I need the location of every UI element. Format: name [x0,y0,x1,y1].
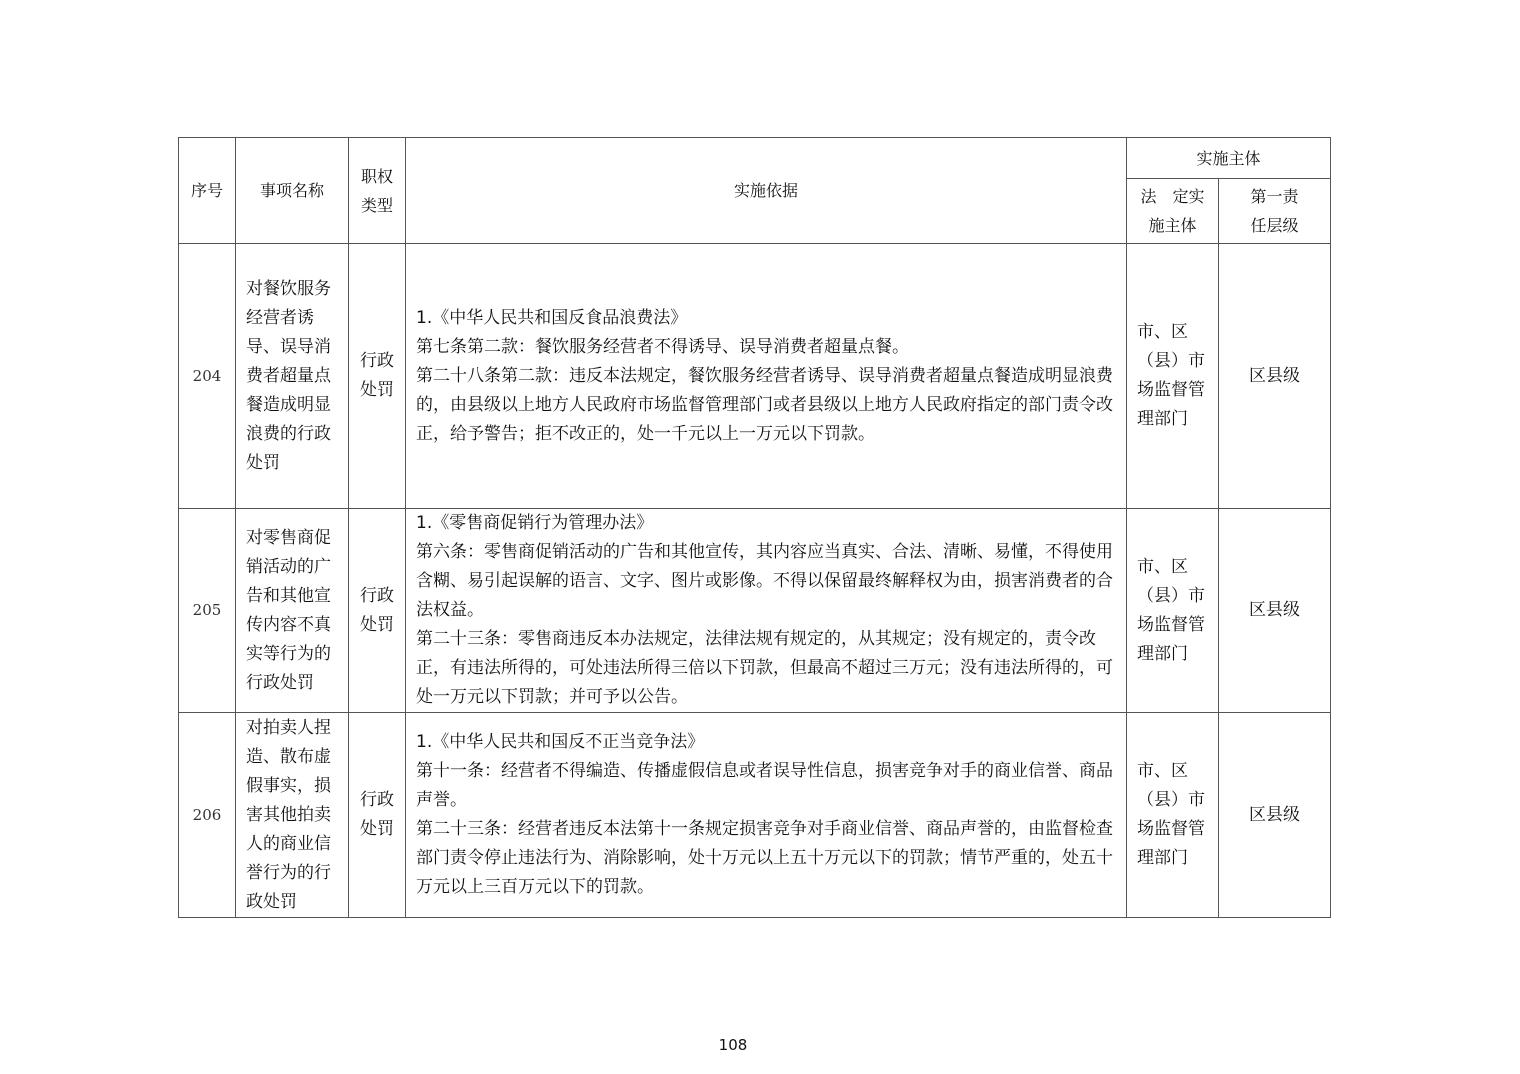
row-authority-type: 行政处罚 [349,244,406,509]
row-first-level: 区县级 [1219,244,1331,509]
basis-clause: 第六条：零售商促销活动的广告和其他宣传，其内容应当真实、合法、清晰、易懂，不得使用含糊、易引起误解的语言、文字、图片或影像。不得以保留最终解释权为由，损害消费者的合法权益。 [416,542,1113,620]
table-row [179,713,1331,918]
row-basis [406,244,1127,509]
basis-clause: 第二十三条：零售商违反本办法规定，法律法规有规定的，从其规定；没有规定的，责令改正，有违法所得的，可处违法所得三倍以下罚款，但最高不超过三万元；没有违法所得的，可处一万元以下罚款；并可予以公告。 [416,629,1113,707]
enforcement-table [178,137,1331,918]
basis-clause: 第七条第二款：餐饮服务经营者不得诱导、误导消费者超量点餐。 [416,336,909,357]
basis-clause: 第二十八条第二款：违反本法规定，餐饮服务经营者诱导、误导消费者超量点餐造成明显浪费的，由县级以上地方人民政府市场监督管理部门或者县级以上地方人民政府指定的部门责令改正，给予警告；拒不改正的，处一千元以上一万元以下罚款。 [416,365,1113,444]
row-authority-type: 行政处罚 [349,713,406,918]
table-row [179,244,1331,509]
header-basis: 实施依据 [406,138,1127,244]
row-legal-entity: 市、区（县）市场监督管理部门 [1127,509,1219,713]
basis-law-title: 1.《零售商促销行为管理办法》 [416,513,654,533]
row-legal-entity: 市、区（县）市场监督管理部门 [1127,713,1219,918]
row-basis [406,713,1127,918]
header-legal-entity: 法 定实施主体 [1127,179,1219,244]
header-seq: 序号 [179,138,236,244]
header-entity-group: 实施主体 [1127,138,1331,179]
basis-clause: 第十一条：经营者不得编造、传播虚假信息或者误导性信息，损害竞争对手的商业信誉、商品声誉。 [416,761,1113,810]
row-seq: 206 [179,713,236,918]
page-number: 108 [718,1036,748,1054]
basis-clause: 第二十三条：经营者违反本法第十一条规定损害竞争对手商业信誉、商品声誉的，由监督检查部门责令停止违法行为、消除影响，处十万元以上五十万元以下的罚款；情节严重的，处五十万元以上三百万元以下的罚款。 [416,819,1113,897]
row-seq: 204 [179,244,236,509]
basis-law-title: 1.《中华人民共和国反食品浪费法》 [416,307,688,328]
row-basis [406,509,1127,713]
table-row [179,509,1331,713]
header-first-level: 第一责任层级 [1219,179,1331,244]
row-authority-type: 行政处罚 [349,509,406,713]
row-seq: 205 [179,509,236,713]
row-item-name: 对拍卖人捏造、散布虚假事实，损害其他拍卖人的商业信誉行为的行政处罚 [236,713,349,918]
row-item-name: 对零售商促销活动的广告和其他宣传内容不真实等行为的行政处罚 [236,509,349,713]
basis-law-title: 1.《中华人民共和国反不正当竞争法》 [416,732,705,752]
header-authority-type: 职权类型 [349,138,406,244]
header-item-name: 事项名称 [236,138,349,244]
row-first-level: 区县级 [1219,509,1331,713]
row-legal-entity: 市、区（县）市场监督管理部门 [1127,244,1219,509]
row-item-name: 对餐饮服务经营者诱导、误导消费者超量点餐造成明显浪费的行政处罚 [236,244,349,509]
row-first-level: 区县级 [1219,713,1331,918]
